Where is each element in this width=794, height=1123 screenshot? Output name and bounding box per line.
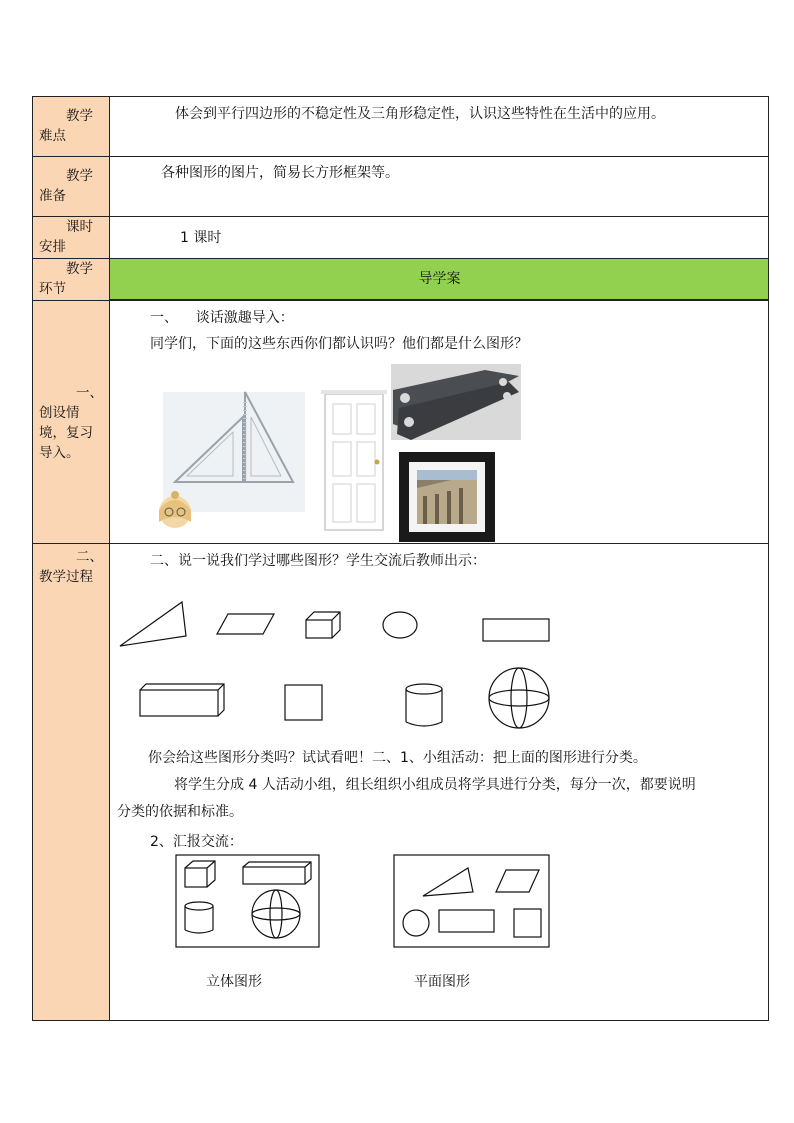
metal-bracket-photo bbox=[391, 364, 521, 440]
solid-sphere-shape bbox=[252, 890, 300, 938]
object-photos bbox=[153, 362, 523, 542]
set-square-photo bbox=[163, 392, 305, 512]
cube-shape bbox=[306, 612, 340, 638]
preparation-text: 各种图形的图片，简易长方形框架等。 bbox=[161, 165, 399, 181]
triangle-shape bbox=[120, 602, 186, 646]
solid-caption: 立体图形 bbox=[206, 974, 262, 990]
cylinder-shape bbox=[406, 684, 442, 726]
section1-heading: 一、 谈话激趣导入： bbox=[150, 310, 294, 326]
section2-intro: 二、说一说我们学过哪些图形？学生交流后教师出示： bbox=[150, 553, 486, 569]
cuboid-shape bbox=[140, 684, 224, 716]
label-difficulty: 教学 难点 bbox=[39, 108, 93, 144]
solid-cylinder-shape bbox=[185, 902, 213, 933]
parallelogram-shape bbox=[217, 614, 274, 634]
solid-shapes-box bbox=[175, 854, 321, 949]
picture-frame-photo bbox=[399, 452, 495, 542]
plane-circle-shape bbox=[403, 910, 429, 936]
plane-parallelogram-shape bbox=[496, 870, 539, 892]
solid-cube-shape bbox=[185, 861, 215, 887]
report-heading: 2、汇报交流： bbox=[150, 834, 243, 850]
group-activity-line1: 将学生分成 4 人活动小组，组长组织小组成员将学具进行分类，每分一次，都要说明 bbox=[174, 777, 696, 793]
solid-cuboid-shape bbox=[243, 862, 311, 884]
section1-question: 同学们，下面的这些东西你们都认识吗？他们都是什么图形？ bbox=[150, 336, 528, 352]
stage-title: 导学案 bbox=[418, 271, 461, 287]
shapes-display bbox=[110, 590, 570, 740]
door-photo bbox=[321, 390, 387, 530]
plane-shapes-box bbox=[393, 854, 551, 949]
sphere-shape bbox=[489, 668, 549, 728]
label-section2: 二、 教学过程 bbox=[39, 549, 103, 585]
rectangle-shape bbox=[483, 619, 549, 641]
classify-prompt: 你会给这些图形分类吗？试试看吧！二、1、小组活动：把上面的图形进行分类。 bbox=[148, 750, 647, 766]
difficulty-text: 体会到平行四边形的不稳定性及三角形稳定性，认识这些特性在生活中的应用。 bbox=[175, 106, 665, 122]
plane-square-shape bbox=[514, 909, 541, 937]
plane-rectangle-shape bbox=[439, 910, 494, 932]
plane-triangle-shape bbox=[423, 868, 473, 896]
group-activity-line2: 分类的依据和标准。 bbox=[117, 804, 243, 820]
circle-shape bbox=[383, 612, 417, 638]
label-preparation: 教学 准备 bbox=[39, 168, 93, 204]
square-shape bbox=[285, 685, 322, 720]
plane-caption: 平面图形 bbox=[414, 974, 470, 990]
label-stage: 教学 环节 bbox=[39, 261, 93, 297]
label-section1: 一、 创设情 境，复习 导入。 bbox=[39, 385, 103, 461]
period-text: 1 课时 bbox=[180, 230, 222, 246]
label-period: 课时 安排 bbox=[39, 219, 93, 255]
